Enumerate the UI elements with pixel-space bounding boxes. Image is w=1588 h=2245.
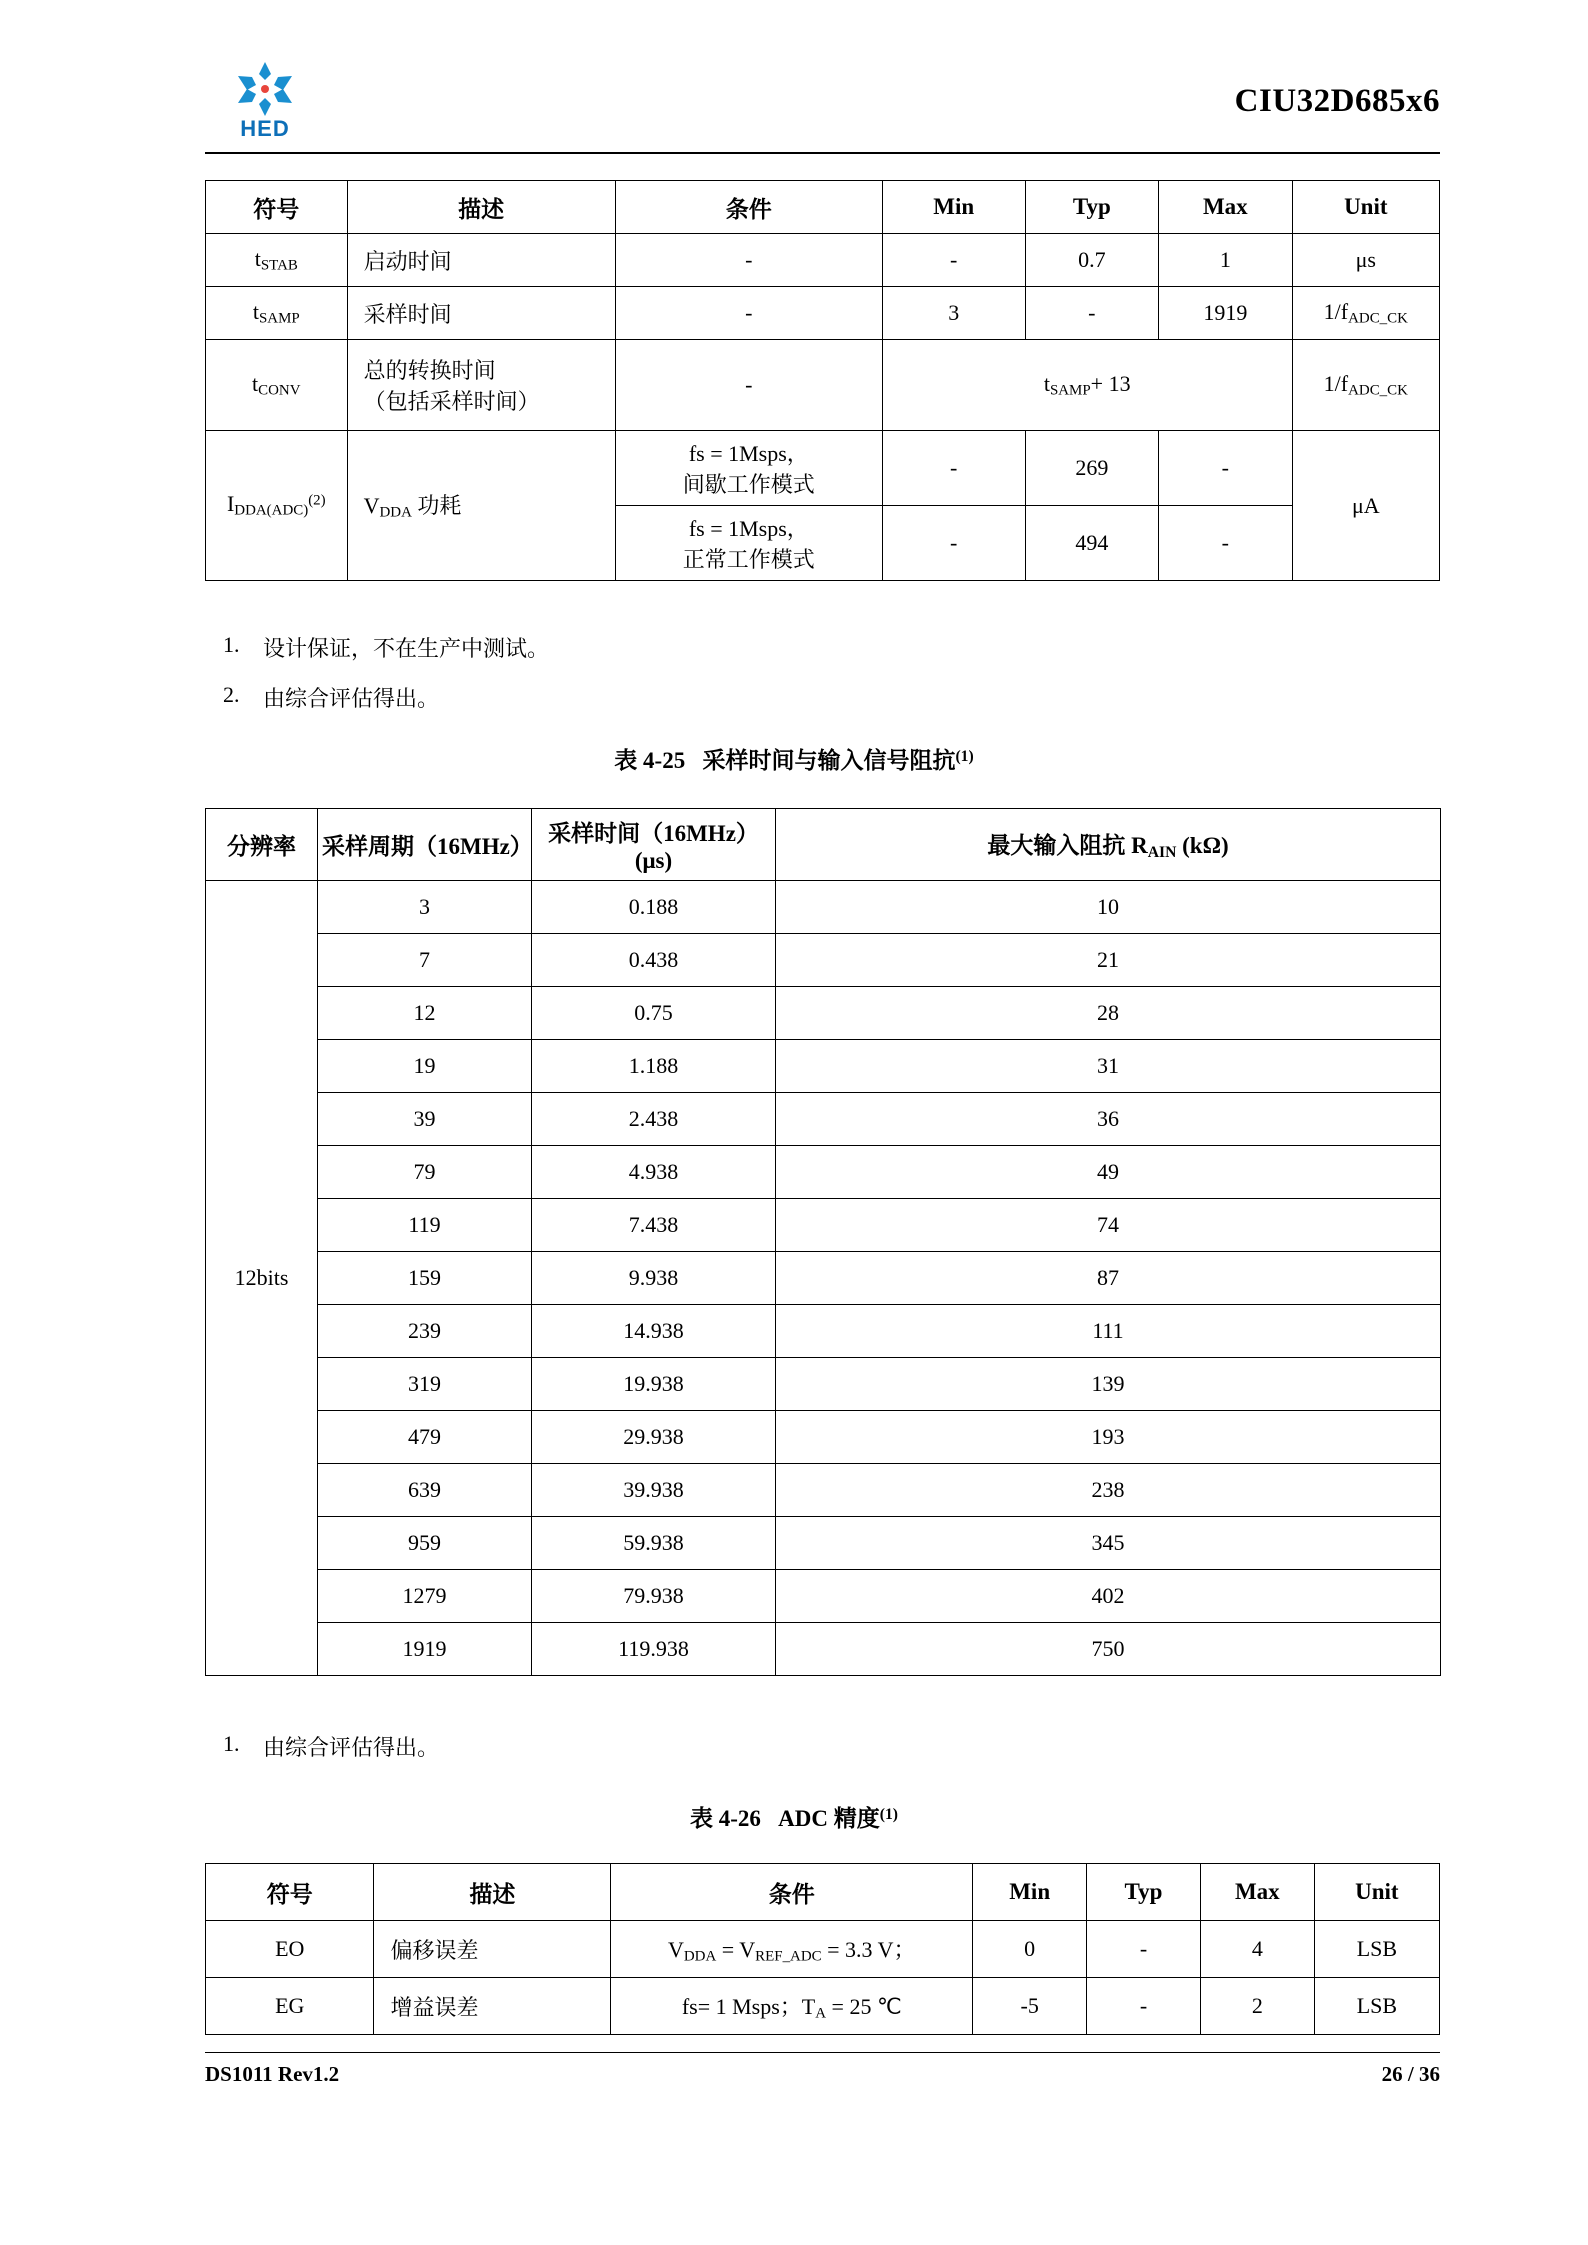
footnote-number: 2. bbox=[223, 682, 240, 707]
cell-time: 0.188 bbox=[532, 881, 776, 934]
cell-max: 4 bbox=[1200, 1921, 1314, 1978]
table-sampling-impedance bbox=[205, 808, 1441, 1676]
table-adc-accuracy bbox=[205, 1863, 1440, 2035]
col-min: Min bbox=[882, 181, 1025, 234]
cell-unit: μA bbox=[1292, 431, 1439, 581]
page-number: 26 / 36 bbox=[1381, 2062, 1440, 2086]
col-symbol: 符号 bbox=[206, 181, 348, 234]
table-header-row bbox=[206, 1864, 1440, 1921]
footnote-number: 1. bbox=[223, 1731, 240, 1756]
cell-unit: μs bbox=[1292, 234, 1439, 287]
cell-typ: - bbox=[1025, 287, 1159, 340]
cell-cycles: 1279 bbox=[318, 1570, 532, 1623]
page-header bbox=[205, 58, 1440, 144]
cell-cycles: 239 bbox=[318, 1305, 532, 1358]
cell-time: 119.938 bbox=[532, 1623, 776, 1676]
table-row bbox=[206, 340, 1440, 431]
table-row bbox=[206, 1411, 1441, 1464]
cell-rain: 28 bbox=[776, 987, 1441, 1040]
table-row bbox=[206, 287, 1440, 340]
cell-condition: - bbox=[615, 287, 882, 340]
table-row bbox=[206, 234, 1440, 287]
header-divider bbox=[205, 152, 1440, 154]
col-resolution: 分辨率 bbox=[206, 809, 318, 881]
table-row bbox=[206, 1570, 1441, 1623]
cell-rain: 87 bbox=[776, 1252, 1441, 1305]
page-footer bbox=[205, 2062, 1440, 2087]
cell-time: 29.938 bbox=[532, 1411, 776, 1464]
cell-min: 0 bbox=[973, 1921, 1087, 1978]
col-condition: 条件 bbox=[615, 181, 882, 234]
table-row bbox=[206, 1464, 1441, 1517]
cell-cycles: 959 bbox=[318, 1517, 532, 1570]
cell-time: 59.938 bbox=[532, 1517, 776, 1570]
cell-min: - bbox=[882, 431, 1025, 506]
col-symbol: 符号 bbox=[206, 1864, 374, 1921]
cell-time: 79.938 bbox=[532, 1570, 776, 1623]
table-adc-timing bbox=[205, 180, 1440, 581]
cell-cycles: 319 bbox=[318, 1358, 532, 1411]
cell-time: 1.188 bbox=[532, 1040, 776, 1093]
cell-time: 7.438 bbox=[532, 1199, 776, 1252]
col-unit: Unit bbox=[1314, 1864, 1439, 1921]
cell-time: 9.938 bbox=[532, 1252, 776, 1305]
cell-condition: fs = 1Msps， 正常工作模式 bbox=[615, 506, 882, 581]
table-row bbox=[206, 1093, 1441, 1146]
cell-typ: - bbox=[1087, 1921, 1201, 1978]
cell-cycles: 79 bbox=[318, 1146, 532, 1199]
cell-rain: 49 bbox=[776, 1146, 1441, 1199]
cell-unit: $1/f_{ADC\_CK}$ bbox=[1292, 287, 1439, 340]
cell-min: - bbox=[882, 234, 1025, 287]
cell-rain: 10 bbox=[776, 881, 1441, 934]
cell-time: 0.75 bbox=[532, 987, 776, 1040]
cell-conversion-time: $t_{SAMP}+ 13$ bbox=[882, 340, 1292, 431]
footnote-text: 由综合评估得出。 bbox=[263, 686, 440, 711]
cell-symbol: $I_{DDA(ADC)}^{(2)}$ bbox=[206, 431, 348, 581]
table-caption-4-25: 表 4-25 采样时间与输入信号阻抗$^{(1)}$ bbox=[614, 747, 974, 773]
cell-rain: 36 bbox=[776, 1093, 1441, 1146]
cell-typ: 494 bbox=[1025, 506, 1159, 581]
table-row bbox=[206, 881, 1441, 934]
table-row bbox=[206, 934, 1441, 987]
table-row bbox=[206, 1040, 1441, 1093]
cell-rain: 74 bbox=[776, 1199, 1441, 1252]
cell-description: 偏移误差 bbox=[374, 1921, 611, 1978]
cell-unit: $1/f_{ADC\_CK}$ bbox=[1292, 340, 1439, 431]
cell-time: 2.438 bbox=[532, 1093, 776, 1146]
cell-max: - bbox=[1159, 431, 1293, 506]
table-header-row bbox=[206, 181, 1440, 234]
table-caption-4-26: 表 4-26 ADC 精度$^{(1)}$ bbox=[690, 1805, 898, 1831]
cell-symbol: EO bbox=[206, 1921, 374, 1978]
cell-cycles: 7 bbox=[318, 934, 532, 987]
table-row bbox=[206, 1305, 1441, 1358]
cell-cycles: 12 bbox=[318, 987, 532, 1040]
page-title: CIU32D685x6 bbox=[1234, 82, 1440, 119]
table-row bbox=[206, 1199, 1441, 1252]
cell-cycles: 19 bbox=[318, 1040, 532, 1093]
col-description: 描述 bbox=[347, 181, 615, 234]
col-max-input-impedance: 最大输入阻抗 $R_{AIN}$ (kΩ) bbox=[776, 809, 1441, 881]
col-condition: 条件 bbox=[611, 1864, 973, 1921]
cell-max: 2 bbox=[1200, 1978, 1314, 2035]
cell-condition-line1: $V_{DDA} = V_{REF\_ADC} = 3.3$ V； bbox=[611, 1921, 973, 1978]
cell-cycles: 1919 bbox=[318, 1623, 532, 1676]
cell-typ: 269 bbox=[1025, 431, 1159, 506]
cell-rain: 21 bbox=[776, 934, 1441, 987]
table-row bbox=[206, 1921, 1440, 1978]
cell-unit: LSB bbox=[1314, 1978, 1439, 2035]
cell-min: -5 bbox=[973, 1978, 1087, 2035]
cell-typ: 0.7 bbox=[1025, 234, 1159, 287]
logo-text: HED bbox=[240, 116, 290, 141]
col-max: Max bbox=[1200, 1864, 1314, 1921]
cell-time: 19.938 bbox=[532, 1358, 776, 1411]
cell-max: - bbox=[1159, 506, 1293, 581]
cell-cycles: 639 bbox=[318, 1464, 532, 1517]
col-description: 描述 bbox=[374, 1864, 611, 1921]
table-row bbox=[206, 1623, 1441, 1676]
table-row bbox=[206, 1358, 1441, 1411]
cell-description: 总的转换时间 （包括采样时间） bbox=[347, 340, 615, 431]
cell-time: 39.938 bbox=[532, 1464, 776, 1517]
cell-time: 4.938 bbox=[532, 1146, 776, 1199]
table-row bbox=[206, 1517, 1441, 1570]
cell-rain: 402 bbox=[776, 1570, 1441, 1623]
col-typ: Typ bbox=[1087, 1864, 1201, 1921]
cell-cycles: 159 bbox=[318, 1252, 532, 1305]
cell-time: 14.938 bbox=[532, 1305, 776, 1358]
table-row bbox=[206, 987, 1441, 1040]
cell-cycles: 479 bbox=[318, 1411, 532, 1464]
cell-description: 采样时间 bbox=[347, 287, 615, 340]
table-row bbox=[206, 1252, 1441, 1305]
cell-condition: - bbox=[615, 234, 882, 287]
table-row bbox=[206, 431, 1440, 506]
footnote-item bbox=[205, 1731, 439, 1762]
company-logo bbox=[205, 60, 325, 142]
cell-symbol: $t_{STAB}$ bbox=[206, 234, 348, 287]
cell-time: 0.438 bbox=[532, 934, 776, 987]
cell-rain: 193 bbox=[776, 1411, 1441, 1464]
cell-description: $V_{DDA}$ 功耗 bbox=[347, 431, 615, 581]
cell-symbol: $t_{CONV}$ bbox=[206, 340, 348, 431]
col-max: Max bbox=[1159, 181, 1293, 234]
footnote-text: 由综合评估得出。 bbox=[263, 1735, 440, 1760]
col-min: Min bbox=[973, 1864, 1087, 1921]
document-revision: DS1011 Rev1.2 bbox=[205, 2062, 340, 2086]
cell-max: 1919 bbox=[1159, 287, 1293, 340]
col-sampling-cycles: 采样周期（16MHz） bbox=[318, 809, 532, 881]
table-row bbox=[206, 1146, 1441, 1199]
footer-divider bbox=[205, 2052, 1440, 2053]
cell-condition-line2: fs= 1 Msps；$T_A = 25$ ℃ bbox=[611, 1978, 973, 2035]
footnote-number: 1. bbox=[223, 632, 240, 657]
cell-rain: 345 bbox=[776, 1517, 1441, 1570]
cell-condition: fs = 1Msps， 间歇工作模式 bbox=[615, 431, 882, 506]
cell-resolution: 12bits bbox=[206, 881, 318, 1676]
cell-min: 3 bbox=[882, 287, 1025, 340]
cell-cycles: 119 bbox=[318, 1199, 532, 1252]
cell-rain: 238 bbox=[776, 1464, 1441, 1517]
footnote-item bbox=[205, 632, 549, 663]
col-sampling-time: 采样时间（16MHz）(μs) bbox=[532, 809, 776, 881]
cell-max: 1 bbox=[1159, 234, 1293, 287]
cell-description: 增益误差 bbox=[374, 1978, 611, 2035]
cell-typ: - bbox=[1087, 1978, 1201, 2035]
footnote-text: 设计保证，不在生产中测试。 bbox=[263, 636, 550, 661]
cell-symbol: EG bbox=[206, 1978, 374, 2035]
table-header-row bbox=[206, 809, 1441, 881]
cell-rain: 111 bbox=[776, 1305, 1441, 1358]
cell-description: 启动时间 bbox=[347, 234, 615, 287]
col-unit: Unit bbox=[1292, 181, 1439, 234]
snowflake-logo-icon bbox=[234, 60, 296, 118]
cell-rain: 139 bbox=[776, 1358, 1441, 1411]
footnote-item bbox=[205, 682, 439, 713]
cell-rain: 750 bbox=[776, 1623, 1441, 1676]
cell-condition: - bbox=[615, 340, 882, 431]
cell-symbol: $t_{SAMP}$ bbox=[206, 287, 348, 340]
cell-min: - bbox=[882, 506, 1025, 581]
cell-unit: LSB bbox=[1314, 1921, 1439, 1978]
col-typ: Typ bbox=[1025, 181, 1159, 234]
table-row bbox=[206, 1978, 1440, 2035]
cell-cycles: 39 bbox=[318, 1093, 532, 1146]
cell-cycles: 3 bbox=[318, 881, 532, 934]
cell-rain: 31 bbox=[776, 1040, 1441, 1093]
